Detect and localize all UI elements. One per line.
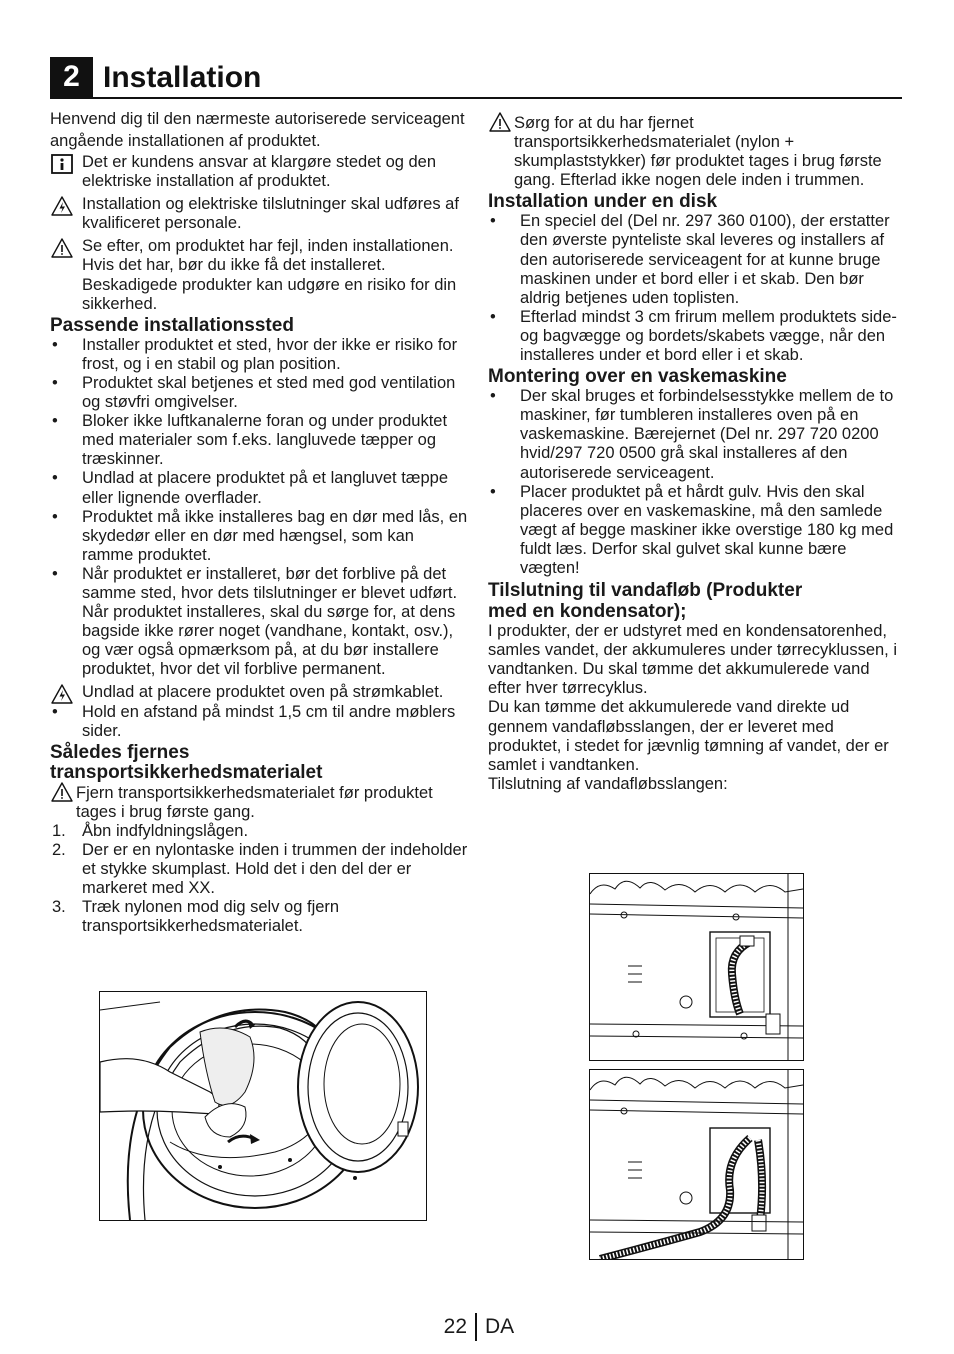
list-item: • Efterlad mindst 3 cm frirum mellem produktets side- og bagvægge og bordets/skabets vægge, når den installeres under et bord eller i et skab. xyxy=(490,307,897,365)
place-heading: Passende installationssted xyxy=(50,314,294,336)
page-number: 22 xyxy=(443,1315,467,1338)
transport-warning-text: Fjern transportsikkerhedsmaterialet før produktet tages i brug første gang. xyxy=(76,783,433,821)
list-item: • En speciel del (Del nr. 297 360 0100), der erstatter den øverste pynteliste skal leveres og installers af den autoriserede serviceagent for at kunne bruge maskinen under et bord eller i et skab. Den bør aldrig betjenes uden toplisten. xyxy=(490,212,890,307)
cable-warning-text: Undlad at placere produktet oven på strømkablet. xyxy=(82,683,444,702)
drain-paragraph-2: Du kan tømme det akkumulerede vand direkte ud gennem vandafløbsslangen, der er leveret med produktet, i stedet for jævnlig tømning af vandet, der er samlet i vandtanken. xyxy=(488,698,889,774)
defect-warning-note xyxy=(50,237,468,313)
left-column xyxy=(50,108,468,936)
section-title: Installation xyxy=(103,61,262,94)
transport-removed-text: Sørg for at du har fjernet transportsikkerhedsmaterialet (nylon + skumplaststykker) før produktet tages i brug første gang. Efterlad ikke nogen dele inden i trummen. xyxy=(514,114,882,190)
list-item: • Bloker ikke luftkanalerne foran og under produktet med materialer som f.eks. langluvede tæpper og træskinner. xyxy=(52,412,448,469)
electric-warning-note xyxy=(50,195,468,233)
info-note xyxy=(50,153,468,191)
drain-paragraph-1: I produkter, der er udstyret med en kondensatorenhed, samles vandet, der akkumuleres under tørrecyklussen, i vandtanken. Du skal tømme det akkumulerede vand efter hver tørrecyklus. xyxy=(488,622,898,698)
list-item: • Undlad at placere produktet på et langluvet tæppe eller lignende overflader. xyxy=(52,469,448,507)
right-column xyxy=(488,114,904,794)
transport-warning-note xyxy=(50,784,468,822)
info-note-text: Det er kundens ansvar at klargøre stedet og den elektriske installation af produktet. xyxy=(82,153,437,191)
step-item: 2. Der er en nylontaske inden i trummen der indeholder et stykke skumplast. Hold det i den del der er markeret med XX. xyxy=(52,841,468,898)
list-item: • Installer produktet et sted, hvor der ikke er risiko for frost, og i en stabil og plan position. xyxy=(52,335,458,373)
transport-removed-warning xyxy=(488,114,904,190)
section-number: 2 xyxy=(50,57,93,97)
transport-heading: Således fjernes transportsikkerhedsmaterialet xyxy=(50,741,323,783)
dryer-door-drawing xyxy=(100,992,426,1220)
undercounter-heading: Installation under en disk xyxy=(488,191,718,213)
electric-warning-icon xyxy=(51,684,73,704)
cable-warning-note xyxy=(50,683,468,702)
intro-paragraph: Henvend dig til den nærmeste autoriserede serviceagent angående installationen af produktet. xyxy=(50,110,465,150)
drain-hose-connected-drawing xyxy=(590,1070,803,1259)
dryer-door-illustration xyxy=(99,991,427,1221)
drain-hose-stored-drawing xyxy=(590,874,803,1060)
list-item: • Placer produktet på et hårdt gulv. Hvis den skal placeres over en vaskemaskine, må den samlede vægt af begge maskiner ikke overstige 180 kg med fuldt læs. Derfor skal gulvet skal kunne bære vægten! xyxy=(490,482,894,577)
electric-warning-text: Installation og elektriske tilslutninger skal udføres af kvalificeret personale. xyxy=(82,195,459,233)
list-item: • Hold en afstand på mindst 1,5 cm til andre møblers sider. xyxy=(52,702,456,740)
footer-divider xyxy=(475,1313,477,1341)
list-item: • Produktet må ikke installeres bag en dør med lås, en skydedør eller en dør med hængsel, som kan ramme produktet. xyxy=(52,507,468,564)
list-item: • Der skal bruges et forbindelsesstykke mellem de to maskiner, før tumbleren installeres oven på en vaskemaskine. Bærejernet (Del nr. 297 720 0200 hvid/297 720 0500 grå skal installeres af den autoriserede serviceagent. xyxy=(490,387,894,482)
washer-heading: Montering over en vaskemaskine xyxy=(488,366,787,388)
drain-paragraph-3: Tilslutning af vandafløbsslangen: xyxy=(488,774,728,793)
warning-icon xyxy=(489,112,511,132)
drain-hose-connected-illustration xyxy=(589,1069,804,1260)
list-item: • Produktet skal betjenes et sted med god ventilation og støvfri omgivelser. xyxy=(52,373,456,412)
page-footer xyxy=(0,1313,954,1343)
list-item: • Når produktet er installeret, bør det forblive på det samme sted, hvor dets tilslutninger er blevet udført. Når produktet installeres, skal du sørge for, at dens bagside ikke rører noget (vandhane, kontakt, osv.), og vær også opmærksom på, at du bør installere produktet, hvor det vil forblive permanent. xyxy=(52,564,458,679)
section-header xyxy=(50,57,902,99)
electric-warning-icon xyxy=(51,196,73,216)
info-icon xyxy=(51,154,73,174)
drain-hose-stored-illustration xyxy=(589,873,804,1061)
step-item: 3. Træk nylonen mod dig selv og fjern transportsikkerhedsmaterialet. xyxy=(52,898,340,936)
warning-icon xyxy=(51,782,73,802)
defect-warning-text: Se efter, om produktet har fejl, inden installationen. Hvis det har, bør du ikke få det installeret. Beskadigede produkter kan udgøre en risiko for din sikkerhed. xyxy=(82,237,457,313)
step-item: 1. Åbn indfyldningslågen. xyxy=(52,821,249,840)
language-code: DA xyxy=(485,1315,515,1338)
warning-icon xyxy=(51,238,73,258)
drain-heading: Tilslutning til vandafløb (Produkter med en kondensator); xyxy=(488,580,803,623)
